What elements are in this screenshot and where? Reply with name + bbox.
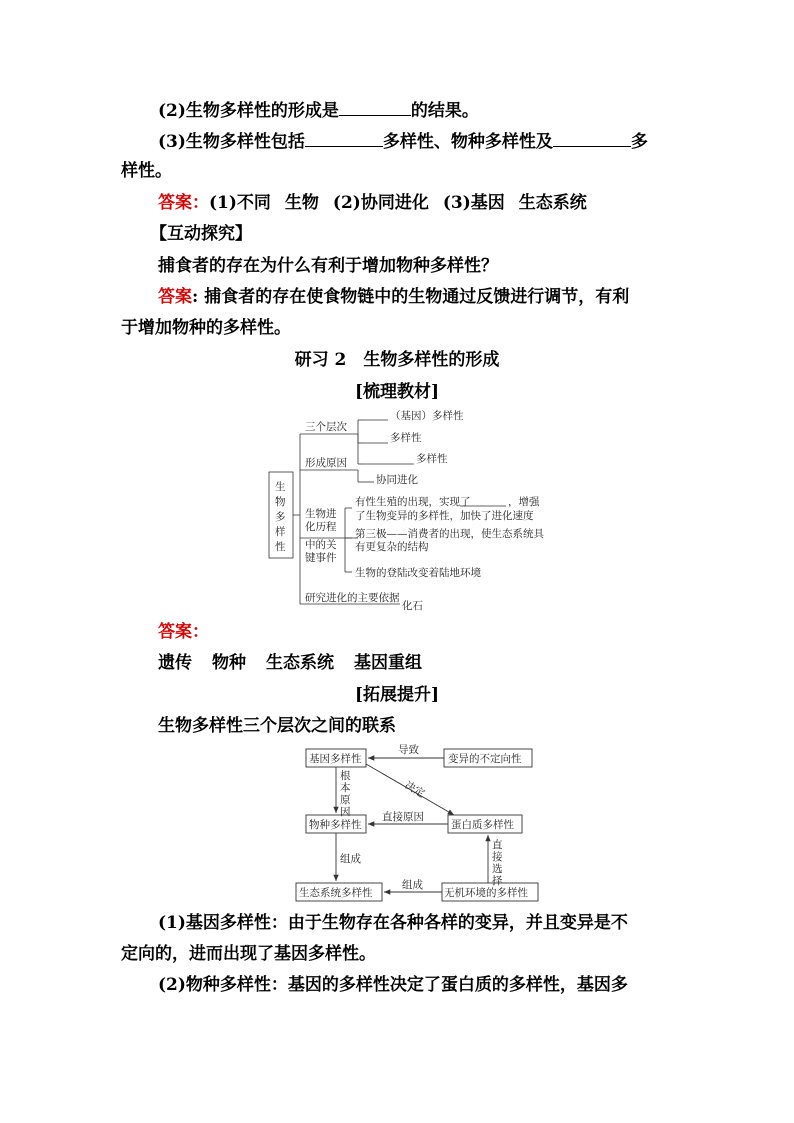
history-item: 有性生殖的出现，实现了	[355, 496, 471, 508]
history-label: 中的关	[305, 539, 337, 551]
node-label: 蛋白质多样性	[451, 819, 514, 831]
q2-suffix: 的结果。	[410, 101, 479, 121]
answer-blank	[305, 128, 383, 147]
edge-label: 直接原因	[382, 811, 424, 823]
answer-item: 生物	[284, 193, 319, 213]
root-char: 性	[275, 541, 286, 553]
answer-item: 物种	[212, 653, 246, 673]
levels-item: 多样性	[390, 432, 422, 444]
levels-item: 多样性	[416, 453, 448, 465]
history-label: 化历程	[305, 521, 337, 533]
section-subtitle: [拓展提升]	[354, 685, 440, 705]
answer-label: 答案：	[158, 622, 209, 642]
concept-diagram	[268, 408, 564, 616]
root-char: 多	[275, 511, 286, 523]
edge-label: 导致	[398, 744, 419, 756]
root-char: 样	[275, 526, 286, 538]
answer-item: 生态系统	[518, 193, 587, 213]
edge-label: 因	[340, 806, 351, 818]
interactive-heading: 【互动探究】	[150, 224, 252, 244]
answer-2	[158, 651, 422, 675]
q3-suffix: 多	[630, 132, 648, 152]
answer-1	[158, 191, 587, 215]
edge-label: 决定	[402, 779, 427, 801]
interactive-answer	[158, 285, 629, 309]
edge-label: 选	[492, 863, 503, 875]
edge-label: 直	[492, 839, 503, 851]
section-heading: 生物多样性三个层次之间的联系	[158, 716, 396, 736]
answer-text: : 捕食者的存在使食物链中的生物通过反馈进行调节，有利	[192, 287, 630, 307]
cause-label: 形成原因	[305, 457, 347, 469]
question-3-cont: 样性。	[121, 161, 172, 181]
paragraph-1-cont: 定向的，进而出现了基因多样性。	[121, 944, 376, 964]
answer-blank	[339, 97, 411, 116]
q3-mid: 多样性、物种多样性及	[382, 132, 553, 152]
node-label: 基因多样性	[309, 753, 362, 765]
node-label: 物种多样性	[309, 819, 362, 831]
question-2	[158, 97, 479, 123]
interactive-question: 捕食者的存在为什么有利于增加物种多样性？	[158, 256, 498, 276]
section-title: 研习 2 生物多样性的形成	[294, 350, 500, 370]
edge-label: 组成	[402, 879, 423, 891]
answer-item: 遗传	[158, 653, 192, 673]
edge-label: 本	[340, 782, 351, 794]
node-label: 无机环境的多样性	[444, 887, 528, 899]
relation-diagram	[292, 742, 540, 904]
node-label: 生态系统多样性	[299, 887, 373, 899]
edge-label: 原	[340, 794, 351, 806]
edge-label: 接	[492, 851, 503, 863]
question-3	[158, 128, 648, 154]
paragraph-2: (2)物种多样性：基因的多样性决定了蛋白质的多样性，基因多	[158, 975, 628, 995]
paragraph-1: (1)基因多样性：由于生物存在各种各样的变异，并且变异是不	[158, 913, 628, 933]
history-item: 生物的登陆改变着陆地环境	[355, 567, 481, 579]
answer-label: 答案	[158, 287, 192, 307]
answer-item: (1)不同	[209, 193, 271, 213]
q3-prefix: (3)生物多样性包括	[158, 132, 305, 152]
answer-blank	[553, 128, 631, 147]
levels-item: （基因）多样性	[390, 410, 464, 422]
history-item: ，增强	[508, 496, 540, 508]
root-char: 物	[275, 496, 286, 508]
q2-prefix: (2)生物多样性的形成是	[158, 101, 339, 121]
history-item: 了生物变异的多样性，加快了进化速度	[355, 510, 534, 522]
section-subtitle: [梳理教材]	[354, 382, 440, 402]
node-label: 变异的不定向性	[448, 753, 522, 765]
cause-item: 协同进化	[376, 474, 418, 486]
history-item: 有更复杂的结构	[355, 541, 429, 553]
history-label: 键事件	[305, 552, 337, 564]
levels-label: 三个层次	[305, 421, 347, 433]
basis-label: 研究进化的主要依据	[305, 592, 400, 604]
answer-label: 答案：	[158, 193, 209, 213]
root-char: 生	[275, 481, 286, 493]
history-label: 生物进	[305, 508, 337, 520]
edge-label: 择	[492, 875, 503, 887]
edge-label: 根	[340, 770, 351, 782]
edge-label: 组成	[340, 853, 361, 865]
basis-item: 化石	[402, 600, 423, 612]
history-item: 第三极——消费者的出现，使生态系统具	[355, 528, 544, 540]
answer-item: (2)协同进化	[332, 193, 429, 213]
interactive-answer-cont: 于增加物种的多样性。	[121, 318, 291, 338]
answer-2-label	[158, 620, 209, 644]
answer-item: 生态系统	[266, 653, 334, 673]
answer-item: 基因重组	[354, 653, 422, 673]
answer-item: (3)基因	[442, 193, 505, 213]
